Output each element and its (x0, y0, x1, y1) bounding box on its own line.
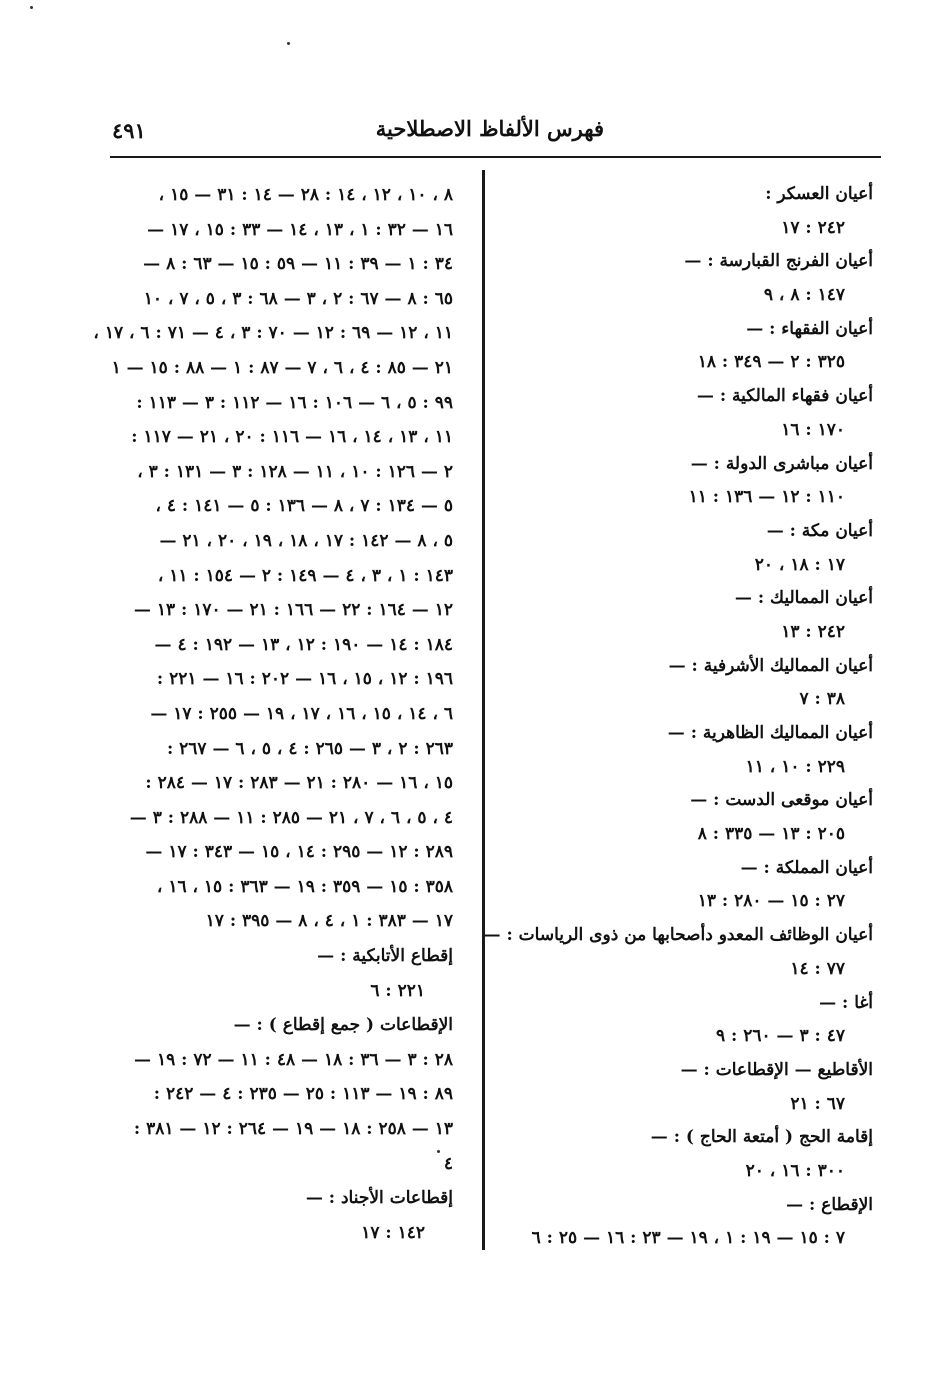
scan-speck (287, 42, 290, 45)
index-references-continued: ١٦ — ٣٢ : ١ ، ١٣ ، ١٤ — ٣٣ : ١٥ ، ١٧ — (147, 219, 453, 240)
index-term: أعيان مكة : — (766, 520, 873, 541)
index-references: ١٤٢ : ١٧ (361, 1222, 425, 1243)
index-references-continued: ٢ — ١٢٦ : ١٠ ، ١١ — ١٢٨ : ٣ — ١٣١ : ٣ ، (137, 461, 453, 482)
header-rule (110, 156, 881, 158)
index-term: أعيان المملكة : — (740, 857, 873, 878)
index-references-continued: ١٤٣ : ١ ، ٣ ، ٤ — ١٤٩ : ٢ — ١٥٤ : ١١ ، (157, 565, 453, 586)
index-references-continued: ٨٩ : ١٩ — ١١٣ : ٢٥ — ٢٣٥ : ٤ — ٢٤٢ : (153, 1084, 453, 1105)
index-references-continued: ١٨٤ : ١٤ — ١٩٠ : ١٢ ، ١٣ — ١٩٢ : ٤ — (154, 634, 453, 655)
index-term: أعيان الفقهاء : — (746, 318, 873, 339)
index-term: أعيان المماليك الظاهرية : — (667, 723, 873, 743)
page-header (110, 112, 880, 152)
index-references-continued: ١٥ ، ١٦ — ٢٨٠ : ٢١ — ٢٨٣ : ١٧ — ٢٨٤ : (145, 773, 453, 794)
index-term: إقطاعات الأجناد : — (305, 1188, 453, 1209)
index-term: أعيان الفرنج القبارسة : — (684, 251, 873, 272)
index-references: ٦٧ : ٢١ (790, 1093, 845, 1114)
column-divider (482, 170, 485, 1250)
index-references-continued: ١٣ — ٢٥٨ : ١٨ — ١٩ — ٢٦٤ : ١٢ — ٣٨١ : (133, 1119, 453, 1140)
index-term: أغا : — (819, 992, 873, 1013)
index-references: ٢٢٩ : ١٠ ، ١١ (745, 756, 845, 777)
index-references-continued: ٢٨٩ : ١٢ — ٢٩٥ : ١٤ ، ١٥ — ٣٤٣ : ١٧ — (145, 842, 453, 863)
index-references: ٣٠٠ : ١٦ ، ٢٠ (745, 1160, 845, 1181)
index-term: أعيان المماليك : — (734, 588, 873, 609)
index-references-continued: ٣٤ : ١ — ٣٩ : ١١ — ٥٩ : ١٥ — ٦٣ : ٨ — (143, 254, 453, 275)
index-references-continued: ١٩٦ : ١٢ ، ١٥ ، ١٦ — ٢٠٢ : ١٦ — ٢٢١ : (156, 669, 453, 690)
page-number: ٤٩١ (112, 118, 146, 143)
index-references: ٤٧ : ٣ — ٢٦٠ : ٩ (715, 1026, 845, 1047)
index-references: ٢٤٢ : ١٧ (781, 217, 845, 238)
scan-speck (30, 6, 33, 9)
index-term: أعيان الوظائف المعدو دأصحابها من ذوى الرياسات : — (483, 925, 873, 946)
index-references: ٢٧ : ١٥ — ٢٨٠ : ١٣ (697, 891, 845, 912)
index-term: أعيان العسكر : (765, 184, 873, 204)
index-references-continued: ١٢ — ١٦٤ : ٢٢ — ١٦٦ : ٢١ — ١٧٠ : ١٣ — (133, 600, 453, 621)
index-references-continued: ٦٥ : ٨ — ٦٧ : ٢ ، ٣ — ٦٨ : ٣ ، ٥ ، ٧ ، ١٠ (143, 288, 453, 309)
index-references-continued: ٢٦٣ : ٢ ، ٣ — ٢٦٥ : ٤ ، ٥ ، ٦ — ٢٦٧ : (166, 738, 453, 759)
index-references-continued: ٥ ، ٨ — ١٤٢ : ١٧ ، ١٨ ، ١٩ ، ٢٠ ، ٢١ — (159, 530, 453, 551)
index-references-continued: ١١ ، ١٣ ، ١٤ ، ١٦ — ١١٦ : ٢٠ ، ٢١ — ١١٧ : (131, 427, 453, 448)
index-references: ٢٤٢ : ١٣ (781, 621, 845, 642)
index-references-continued: ٣٥٨ : ١٥ — ٣٥٩ : ١٩ — ٣٦٣ : ١٥ ، ١٦ ، (156, 876, 453, 897)
index-references-continued: ٥ — ١٣٤ : ٧ ، ٨ — ١٣٦ : ٥ — ١٤١ : ٤ ، (155, 496, 453, 517)
index-references: ١١٠ : ١٢ — ١٣٦ : ١١ (688, 487, 845, 508)
index-term: الإقطاعات ( جمع إقطاع ) : — (233, 1015, 453, 1036)
left-column (93, 178, 453, 1250)
index-term: الأقاطيع — الإقطاعات : — (680, 1059, 873, 1080)
index-references-continued: ١٧ — ٣٨٣ : ١ ، ٤ ، ٨ — ٣٩٥ : ١٧ (205, 911, 453, 932)
index-references-continued: ٢١ — ٨٥ : ٤ ، ٦ ، ٧ — ٨٧ : ١ — ٨٨ : ١٥ — ١ (111, 357, 453, 378)
index-term: إقامة الحج ( أمتعة الحاج ) : — (650, 1127, 873, 1148)
index-references-continued: ١١ ، ١٢ — ٦٩ : ١٢ — ٧٠ : ٣ ، ٤ — ٧١ : ٦ ، ١٧ ، (93, 323, 453, 344)
index-references: ٧٧ : ١٤ (790, 958, 845, 979)
index-references: ٢٢١ : ٦ (370, 980, 425, 1001)
index-term: الإقطاع : — (786, 1194, 873, 1215)
index-term: أعيان موقعى الدست : — (690, 790, 873, 811)
index-references-continued: ٩٩ : ٥ ، ٦ — ١٠٦ : ١٦ — ١١٢ : ٣ — ١١٣ : (136, 392, 453, 413)
index-references-continued: ٤ ، ٥ ، ٦ ، ٧ ، ٢١ — ٢٨٥ : ١١ — ٢٨٨ : ٣ — (129, 807, 453, 828)
index-term: أعيان فقهاء المالكية : — (696, 386, 873, 407)
index-references-continued: ٦ ، ١٤ ، ١٥ ، ١٦ ، ١٧ ، ١٩ — ٢٥٥ : ١٧ — (150, 703, 453, 724)
index-term: إقطاع الأتابكية : — (317, 946, 453, 967)
right-column (483, 178, 873, 1256)
index-references: ١٧ : ١٨ ، ٢٠ (754, 554, 845, 575)
index-references-continued: ٤ (443, 1153, 453, 1174)
index-references-continued: ٨ ، ١٠ ، ١٢ ، ١٤ : ٢٨ — ١٤ : ٣١ — ١٥ ، (158, 185, 453, 205)
index-references: ٣٨ : ٧ (799, 689, 845, 710)
index-term: أعيان مباشرى الدولة : — (690, 453, 873, 474)
index-references: ٧ : ١٥ — ١٩ : ١ ، ١٩ — ٢٣ : ١٦ — ٢٥ : ٦ (531, 1228, 845, 1249)
index-references: ٣٢٥ : ٢ — ٣٤٩ : ١٨ (697, 352, 845, 373)
index-references: ١٤٧ : ٨ ، ٩ (763, 285, 845, 306)
index-references: ١٧٠ : ١٦ (781, 419, 845, 440)
page-title: فهرس الألفاظ الاصطلاحية (375, 116, 604, 141)
index-references-continued: ٢٨ : ٣ — ٣٦ : ١٨ — ٤٨ : ١١ — ٧٢ : ١٩ — (134, 1049, 453, 1070)
index-references: ٢٠٥ : ١٣ — ٣٣٥ : ٨ (697, 824, 845, 845)
index-term: أعيان المماليك الأشرفية : — (668, 655, 873, 676)
